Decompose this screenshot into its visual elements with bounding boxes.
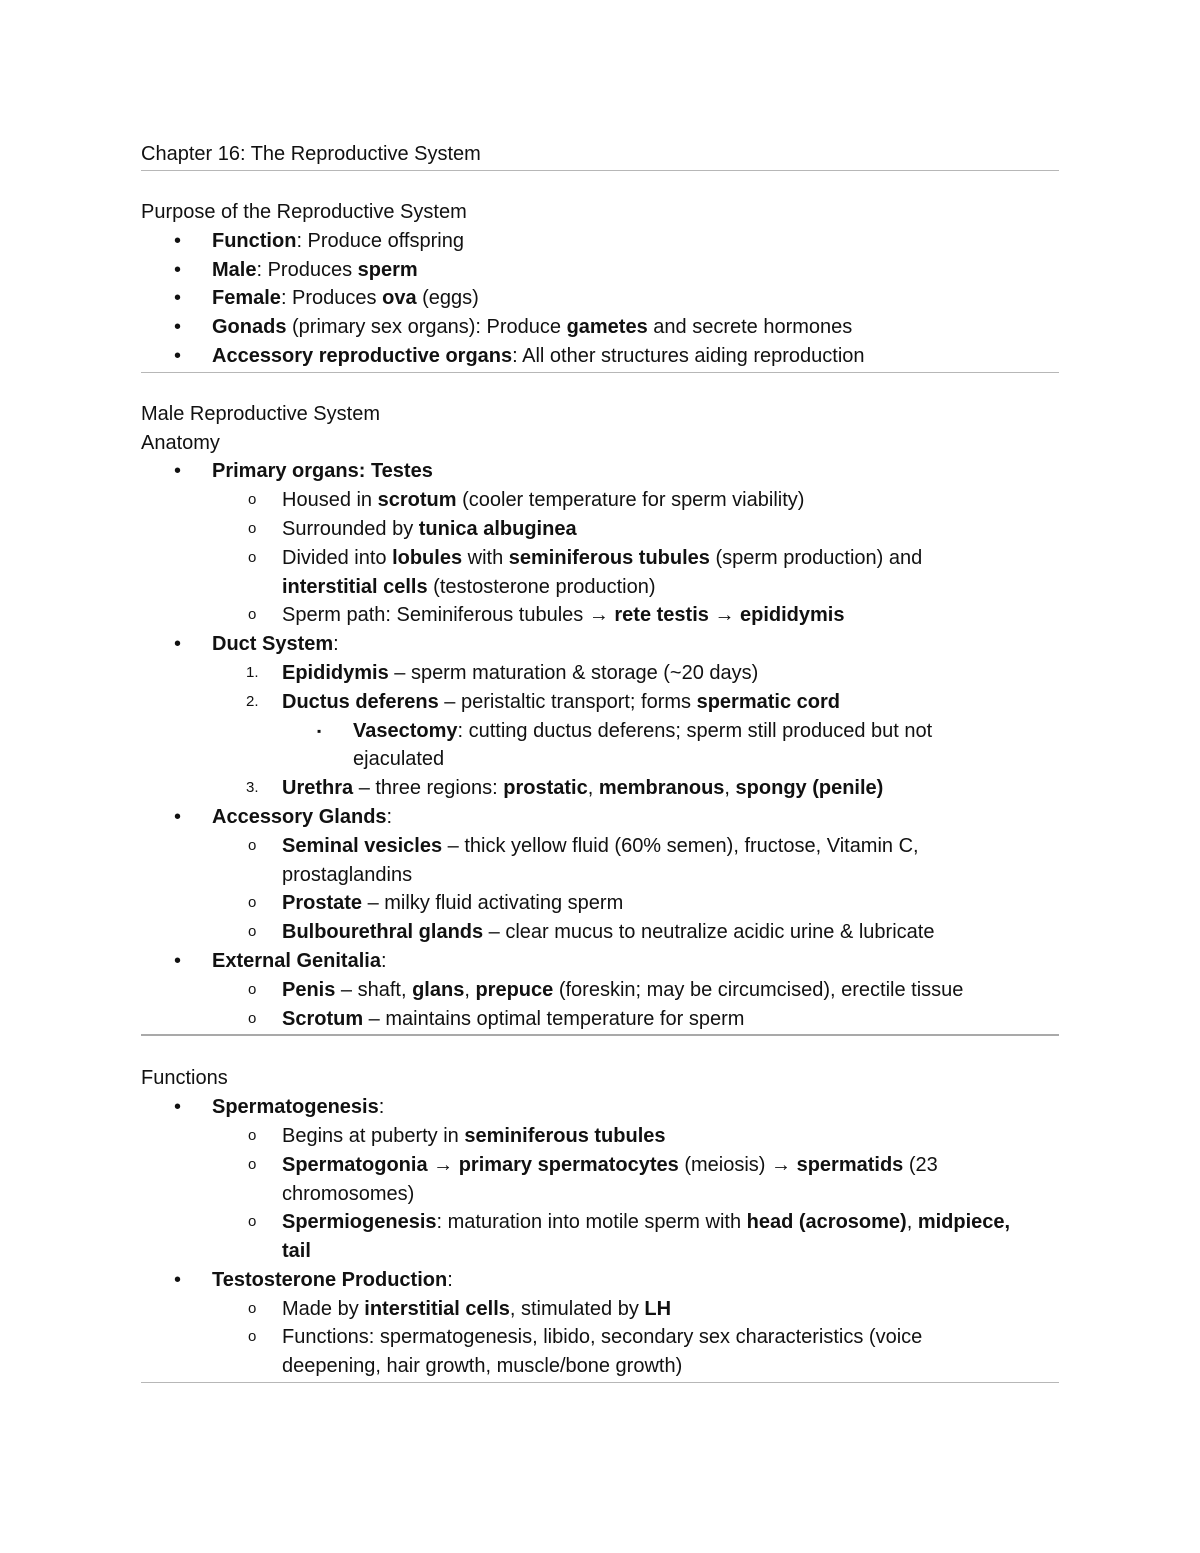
item-text: – sperm maturation & storage (~20 days) [388, 661, 759, 684]
bold-term: Gonads [212, 316, 287, 339]
item-text: (cooler temperature for sperm viability) [456, 489, 805, 512]
circle-marker: o [248, 836, 257, 854]
bullet-marker: • [174, 949, 182, 972]
item-text: : [333, 633, 339, 656]
numbered-item [141, 688, 1059, 717]
bold-term: Function [212, 229, 297, 252]
item-text: with [462, 546, 509, 569]
bold-term: seminiferous tubules [464, 1124, 666, 1147]
circle-marker: o [248, 1299, 257, 1317]
bold-term: LH [644, 1297, 672, 1320]
item-text: , [587, 777, 599, 800]
list-item [141, 947, 1059, 976]
square-marker: ▪ [317, 723, 322, 738]
sub-list-item [141, 1323, 1059, 1352]
bullet-marker: • [174, 805, 182, 828]
sub-list-item [141, 918, 1059, 947]
bullet-marker: • [174, 1096, 182, 1119]
item-text: prostaglandins [282, 863, 413, 886]
list-item [141, 256, 1059, 285]
circle-marker: o [248, 1328, 257, 1346]
item-text: Housed in [282, 489, 378, 512]
bold-term: Duct System [212, 633, 334, 656]
circle-marker: o [248, 1213, 257, 1231]
item-text: : [380, 949, 387, 972]
bold-term: tail [282, 1240, 311, 1263]
sub-list-item [141, 976, 1059, 1005]
item-text: (sperm production) and [709, 546, 923, 569]
item-text: Divided into [282, 546, 393, 569]
list-item [141, 457, 1059, 486]
bold-term: spongy (penile) [735, 777, 884, 800]
bold-term: Male [212, 258, 257, 281]
bold-term: midpiece, [917, 1211, 1011, 1234]
circle-marker: o [248, 980, 257, 998]
bold-term: glans [412, 978, 465, 1001]
item-text: : [447, 1268, 453, 1291]
bold-term: Spermatogonia → primary spermatocytes [282, 1153, 679, 1176]
sub-sub-list-item [141, 717, 1059, 746]
number-marker: 2. [246, 692, 259, 710]
item-text: deepening, hair growth, muscle/bone growth) [282, 1355, 683, 1378]
sub-list-item-continuation [141, 861, 1059, 890]
bold-term: Bulbourethral glands [282, 921, 484, 944]
bold-term: Seminal vesicles [282, 834, 443, 857]
bold-term: rete testis [614, 604, 709, 627]
bold-term: ova [382, 287, 417, 310]
bold-term: Accessory reproductive organs [212, 344, 513, 367]
list-item [141, 284, 1059, 313]
bold-term: Spermatogenesis [212, 1096, 379, 1119]
sub-list-item [141, 1005, 1059, 1034]
list-item [141, 1093, 1059, 1122]
item-text: Functions: spermatogenesis, libido, secondary sex characteristics (voice [282, 1326, 923, 1349]
bold-term: Urethra [282, 777, 354, 800]
bullet-marker: • [174, 633, 182, 656]
item-text: – maintains optimal temperature for sperm [363, 1007, 745, 1030]
list-item [141, 803, 1059, 832]
bold-term: head (acrosome) [746, 1211, 907, 1234]
item-text: : Produce offspring [296, 229, 464, 252]
bold-term: Prostate [282, 892, 363, 915]
divider [141, 1382, 1059, 1383]
item-text: (eggs) [416, 287, 479, 310]
item-text: : [378, 1096, 385, 1119]
circle-marker: o [248, 606, 257, 624]
bold-term: interstitial cells [364, 1297, 510, 1320]
sub-list-item-continuation [141, 573, 1059, 602]
circle-marker: o [248, 491, 257, 509]
bold-term: gametes [566, 316, 648, 339]
section-heading-functions: Functions [141, 1067, 228, 1090]
sub-list-item [141, 1151, 1059, 1180]
bold-term: seminiferous tubules [508, 546, 710, 569]
item-text: Begins at puberty in [282, 1124, 465, 1147]
bold-term: Vasectomy [353, 719, 458, 742]
item-text: Made by [282, 1297, 365, 1320]
subheading-anatomy: Anatomy [141, 431, 220, 454]
number-marker: 3. [246, 779, 259, 797]
bullet-marker: • [174, 229, 182, 252]
sub-list-item [141, 1122, 1059, 1151]
list-item [141, 1266, 1059, 1295]
list-item [141, 227, 1059, 256]
item-text: , [906, 1211, 918, 1234]
section-heading-purpose: Purpose of the Reproductive System [141, 201, 467, 223]
bold-term: Scrotum [282, 1007, 364, 1030]
circle-marker: o [248, 894, 257, 912]
item-text: – thick yellow fluid (60% semen), fructose, Vitamin C, [442, 834, 919, 857]
section-heading-male: Male Reproductive System [141, 402, 380, 425]
bold-term: spermatic cord [696, 690, 840, 713]
bold-term: Spermiogenesis [282, 1211, 437, 1234]
item-text: : All other structures aiding reproduction [512, 344, 865, 367]
circle-marker: o [248, 1155, 257, 1173]
item-text: (primary sex organs): Produce [286, 316, 567, 339]
sub-list-item [141, 515, 1059, 544]
bold-term: prostatic [503, 777, 588, 800]
circle-marker: o [248, 1009, 257, 1027]
item-text: → [708, 604, 741, 627]
item-text: : Produces [280, 287, 383, 310]
sub-list-item [141, 486, 1059, 515]
bold-term: Epididymis [282, 661, 389, 684]
item-text: ejaculated [353, 748, 445, 771]
sub-list-item [141, 1208, 1059, 1237]
bold-term: interstitial cells [282, 575, 428, 598]
item-text: , [724, 777, 736, 800]
item-text: : [386, 805, 393, 828]
sub-list-item-continuation [141, 1180, 1059, 1209]
bold-term: Female [212, 287, 281, 310]
numbered-item [141, 774, 1059, 803]
bold-term: scrotum [377, 489, 457, 512]
item-text: : cutting ductus deferens; sperm still produced but not [457, 719, 933, 742]
sub-list-item [141, 832, 1059, 861]
bullet-marker: • [174, 460, 182, 483]
bold-term: Ductus deferens [282, 690, 439, 713]
item-text: : Produces [256, 258, 358, 281]
bold-term: Testosterone Production [212, 1268, 448, 1291]
item-text: chromosomes) [282, 1182, 415, 1205]
list-item [141, 342, 1059, 371]
item-text: – milky fluid activating sperm [362, 892, 624, 915]
item-text: (23 [903, 1153, 938, 1176]
bullet-marker: • [174, 287, 182, 310]
item-text: and secrete hormones [647, 316, 853, 339]
bullet-marker: • [174, 344, 182, 367]
item-text: : maturation into motile sperm with [436, 1211, 747, 1234]
item-text: Sperm path: Seminiferous tubules → [282, 604, 615, 627]
bullet-marker: • [174, 258, 182, 281]
item-text: , [464, 978, 476, 1001]
sub-list-item [141, 601, 1059, 630]
chapter-title: Chapter 16: The Reproductive System [141, 143, 481, 165]
bold-term: Penis [282, 978, 336, 1001]
bold-term: lobules [392, 546, 463, 569]
list-item [141, 313, 1059, 342]
bold-term: membranous [598, 777, 725, 800]
document-content [141, 140, 1059, 1383]
sub-list-item [141, 1295, 1059, 1324]
item-text: Surrounded by [282, 517, 419, 540]
bold-term: tunica albuginea [418, 517, 577, 540]
sub-sub-list-item-continuation [141, 745, 1059, 774]
numbered-item [141, 659, 1059, 688]
bold-term: External Genitalia [212, 949, 381, 972]
number-marker: 1. [246, 663, 259, 681]
sub-list-item [141, 889, 1059, 918]
circle-marker: o [248, 1126, 257, 1144]
sub-list-item-continuation [141, 1352, 1059, 1381]
item-text: – shaft, [335, 978, 413, 1001]
item-text: , stimulated by [509, 1297, 645, 1320]
bold-term: spermatids [796, 1153, 904, 1176]
circle-marker: o [248, 519, 257, 537]
sub-list-item-continuation [141, 1237, 1059, 1266]
bold-term: Primary organs: Testes [212, 460, 433, 483]
bold-term: Accessory Glands [212, 805, 387, 828]
list-item [141, 630, 1059, 659]
bold-term: prepuce [475, 978, 554, 1001]
item-text: – three regions: [353, 777, 504, 800]
item-text: (meiosis) → [678, 1153, 797, 1176]
bold-term: epididymis [740, 604, 845, 627]
item-text: – peristaltic transport; forms [438, 690, 697, 713]
bold-term: sperm [357, 258, 418, 281]
bullet-marker: • [174, 1268, 182, 1291]
item-text: – clear mucus to neutralize acidic urine & lubricate [483, 921, 935, 944]
item-text: (foreskin; may be circumcised), erectile tissue [553, 978, 964, 1001]
circle-marker: o [248, 923, 257, 941]
sub-list-item [141, 544, 1059, 573]
bullet-marker: • [174, 316, 182, 339]
item-text: (testosterone production) [427, 575, 656, 598]
circle-marker: o [248, 548, 257, 566]
